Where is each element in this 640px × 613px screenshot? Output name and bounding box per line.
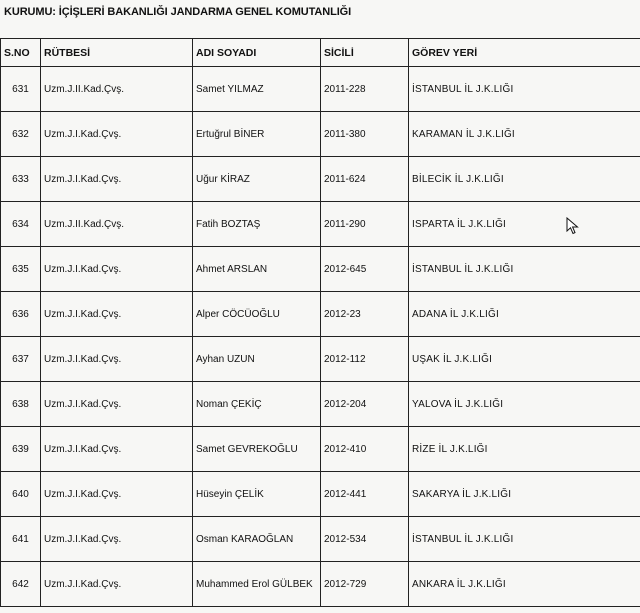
cell-sno: 642 bbox=[1, 562, 41, 607]
table-row bbox=[1, 247, 640, 292]
cell-sno: 632 bbox=[1, 112, 41, 157]
cell-sicil: 2012-204 bbox=[321, 382, 409, 427]
table-row bbox=[1, 202, 640, 247]
cell-sno: 640 bbox=[1, 472, 41, 517]
table-row bbox=[1, 472, 640, 517]
table-row bbox=[1, 292, 640, 337]
cell-rutbe: Uzm.J.I.Kad.Çvş. bbox=[41, 472, 193, 517]
cell-ad-soyadi: Ahmet ARSLAN bbox=[193, 247, 321, 292]
cell-sno: 638 bbox=[1, 382, 41, 427]
personnel-table bbox=[0, 38, 640, 607]
cell-rutbe: Uzm.J.I.Kad.Çvş. bbox=[41, 292, 193, 337]
cell-gorev-yeri: YALOVA İL J.K.LIĞI bbox=[409, 382, 640, 427]
cell-sicil: 2011-228 bbox=[321, 67, 409, 112]
cell-sno: 637 bbox=[1, 337, 41, 382]
cell-sno: 633 bbox=[1, 157, 41, 202]
cell-sno: 639 bbox=[1, 427, 41, 472]
cell-gorev-yeri: SAKARYA İL J.K.LIĞI bbox=[409, 472, 640, 517]
document-title: KURUMU: İÇİŞLERİ BAKANLIĞI JANDARMA GENEL KOMUTANLIĞI bbox=[4, 6, 352, 18]
cell-gorev-yeri: ISPARTA İL J.K.LIĞI bbox=[409, 202, 640, 247]
column-header-sno: S.NO bbox=[1, 39, 41, 67]
cell-sicil: 2012-112 bbox=[321, 337, 409, 382]
cell-rutbe: Uzm.J.I.Kad.Çvş. bbox=[41, 517, 193, 562]
cell-gorev-yeri: İSTANBUL İL J.K.LIĞI bbox=[409, 67, 640, 112]
cell-sicil: 2012-441 bbox=[321, 472, 409, 517]
table-header-row bbox=[1, 39, 640, 67]
cell-rutbe: Uzm.J.I.Kad.Çvş. bbox=[41, 157, 193, 202]
table-row bbox=[1, 427, 640, 472]
column-header-ad-soyadi: ADI SOYADI bbox=[193, 39, 321, 67]
cell-rutbe: Uzm.J.I.Kad.Çvş. bbox=[41, 112, 193, 157]
cell-gorev-yeri: UŞAK İL J.K.LIĞI bbox=[409, 337, 640, 382]
cell-rutbe: Uzm.J.II.Kad.Çvş. bbox=[41, 67, 193, 112]
cell-rutbe: Uzm.J.I.Kad.Çvş. bbox=[41, 247, 193, 292]
cell-gorev-yeri: İSTANBUL İL J.K.LIĞI bbox=[409, 247, 640, 292]
cell-rutbe: Uzm.J.I.Kad.Çvş. bbox=[41, 382, 193, 427]
cell-sicil: 2012-410 bbox=[321, 427, 409, 472]
table-row bbox=[1, 337, 640, 382]
column-header-sicil: SİCİLİ bbox=[321, 39, 409, 67]
cell-ad-soyadi: Uğur KİRAZ bbox=[193, 157, 321, 202]
cell-sicil: 2011-624 bbox=[321, 157, 409, 202]
cell-sno: 634 bbox=[1, 202, 41, 247]
cell-ad-soyadi: Muhammed Erol GÜLBEK bbox=[193, 562, 321, 607]
cell-ad-soyadi: Hüseyin ÇELİK bbox=[193, 472, 321, 517]
cell-sicil: 2012-534 bbox=[321, 517, 409, 562]
column-header-gorev-yeri: GÖREV YERİ bbox=[409, 39, 640, 67]
cell-ad-soyadi: Fatih BOZTAŞ bbox=[193, 202, 321, 247]
cell-ad-soyadi: Noman ÇEKİÇ bbox=[193, 382, 321, 427]
cell-ad-soyadi: Ertuğrul BİNER bbox=[193, 112, 321, 157]
cell-ad-soyadi: Samet YILMAZ bbox=[193, 67, 321, 112]
cell-sicil: 2011-380 bbox=[321, 112, 409, 157]
table-row bbox=[1, 112, 640, 157]
cell-rutbe: Uzm.J.I.Kad.Çvş. bbox=[41, 562, 193, 607]
cell-sno: 636 bbox=[1, 292, 41, 337]
table-row bbox=[1, 157, 640, 202]
cell-ad-soyadi: Samet GEVREKOĞLU bbox=[193, 427, 321, 472]
cell-ad-soyadi: Osman KARAOĞLAN bbox=[193, 517, 321, 562]
cell-gorev-yeri: KARAMAN İL J.K.LIĞI bbox=[409, 112, 640, 157]
mouse-pointer-icon bbox=[566, 217, 580, 235]
cell-sno: 641 bbox=[1, 517, 41, 562]
cell-gorev-yeri: ANKARA İL J.K.LIĞI bbox=[409, 562, 640, 607]
cell-rutbe: Uzm.J.I.Kad.Çvş. bbox=[41, 427, 193, 472]
cell-sno: 631 bbox=[1, 67, 41, 112]
cell-sno: 635 bbox=[1, 247, 41, 292]
cell-sicil: 2011-290 bbox=[321, 202, 409, 247]
cell-ad-soyadi: Ayhan UZUN bbox=[193, 337, 321, 382]
cell-gorev-yeri: BİLECİK İL J.K.LIĞI bbox=[409, 157, 640, 202]
cell-rutbe: Uzm.J.I.Kad.Çvş. bbox=[41, 337, 193, 382]
cell-rutbe: Uzm.J.II.Kad.Çvş. bbox=[41, 202, 193, 247]
cell-gorev-yeri: İSTANBUL İL J.K.LIĞI bbox=[409, 517, 640, 562]
column-header-rutbe: RÜTBESİ bbox=[41, 39, 193, 67]
table-row bbox=[1, 382, 640, 427]
cell-sicil: 2012-729 bbox=[321, 562, 409, 607]
cell-gorev-yeri: ADANA İL J.K.LIĞI bbox=[409, 292, 640, 337]
table-row bbox=[1, 562, 640, 607]
cell-gorev-yeri: RİZE İL J.K.LIĞI bbox=[409, 427, 640, 472]
table-row bbox=[1, 67, 640, 112]
table-row bbox=[1, 517, 640, 562]
cell-sicil: 2012-645 bbox=[321, 247, 409, 292]
cell-sicil: 2012-23 bbox=[321, 292, 409, 337]
cell-ad-soyadi: Alper CÖCÜOĞLU bbox=[193, 292, 321, 337]
